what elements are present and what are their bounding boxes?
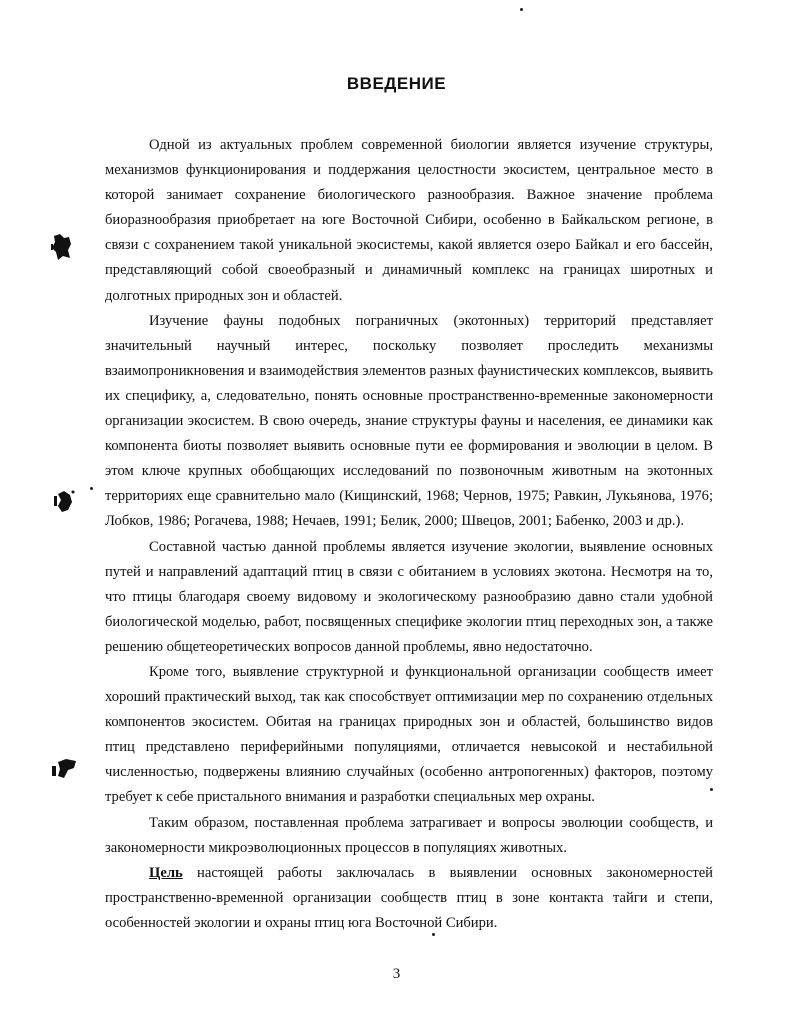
scan-speck — [432, 933, 435, 936]
paragraph: Изучение фауны подобных пограничных (экотонных) территорий представляет значительный научный интерес, поскольку позволяет проследить механизмы взаимопроникновения и взаимодействия элементов разных фаунистических комплексов, выявить их специфику, а, следовательно, понять основные пространственно-временные закономерности организации экосистем. В свою очередь, знание структуры фауны и населения, ее динамики как компонента биоты позволяет выявить основные пути ее формирования и эволюции в целом. В этом ключе крупных обобщающих исследований по позвоночным животным на экотонных территориях еще сравнительно мало (Кищинский, 1968; Чернов, 1975; Равкин, Лукьянова, 1976; Лобков, 1986; Рогачева, 1988; Нечаев, 1991; Белик, 2000; Швецов, 2001; Бабенко, 2003 и др.). — [105, 312, 713, 530]
ink-blot-mark — [50, 756, 80, 782]
goal-label: Цель — [149, 864, 183, 881]
ink-blot-mark — [50, 232, 74, 262]
goal-text: настоящей работы заключалась в выявлении основных закономерностей пространственно-временной организации сообществ птиц в зоне контакта тайги и степи, особенностей экологии и охраны птиц юга Восточной Сибири. — [105, 864, 713, 931]
goal-paragraph — [105, 861, 713, 936]
paragraph: Таким образом, поставленная проблема затрагивает и вопросы эволюции сообществ, и закономерности микроэволюционных процессов в популяциях животных. — [105, 814, 713, 856]
page-title: ВВЕДЕНИЕ — [346, 74, 447, 93]
paragraph: Составной частью данной проблемы является изучение экологии, выявление основных путей и направлений адаптаций птиц в связи с обитанием в условиях экотона. Несмотря на то, что птицы благодаря своему видовому и экологическому разнообразию давно стали удобной биологической моделью, работ, посвященных специфике экологии птиц переходных зон, а также решению общетеоретических вопросов данной проблемы, явно недостаточно. — [105, 538, 713, 655]
ink-blot-mark — [52, 488, 76, 516]
paragraph: Кроме того, выявление структурной и функциональной организации сообществ имеет хороший практический выход, так как способствует оптимизации мер по сохранению отдельных компонентов экосистем. Обитая на границах природных зон и областей, большинство видов птиц представлено периферийными популяциями, отличается невысокой и нестабильной численностью, подвержены влиянию случайных (особенно антропогенных) факторов, поэтому требует к себе пристального внимания и разработки специальных мер охраны. — [105, 663, 713, 806]
scan-speck — [520, 8, 523, 11]
document-body — [105, 133, 713, 936]
paragraph: Одной из актуальных проблем современной биологии является изучение структуры, механизмов функционирования и поддержания целостности экосистем, центральное место в которой занимает сохранение биологического разнообразия. Важное значение проблема биоразнообразия приобретает на юге Восточной Сибири, особенно в Байкальском регионе, в связи с сохранением такой уникальной экосистемы, какой является озеро Байкал и его бассейн, представляющий собой своеобразный и динамичный комплекс на границах широтных и долготных природных зон и областей. — [105, 137, 713, 304]
scan-speck — [710, 788, 713, 791]
page-number: 3 — [392, 966, 401, 982]
scan-speck — [90, 487, 93, 490]
